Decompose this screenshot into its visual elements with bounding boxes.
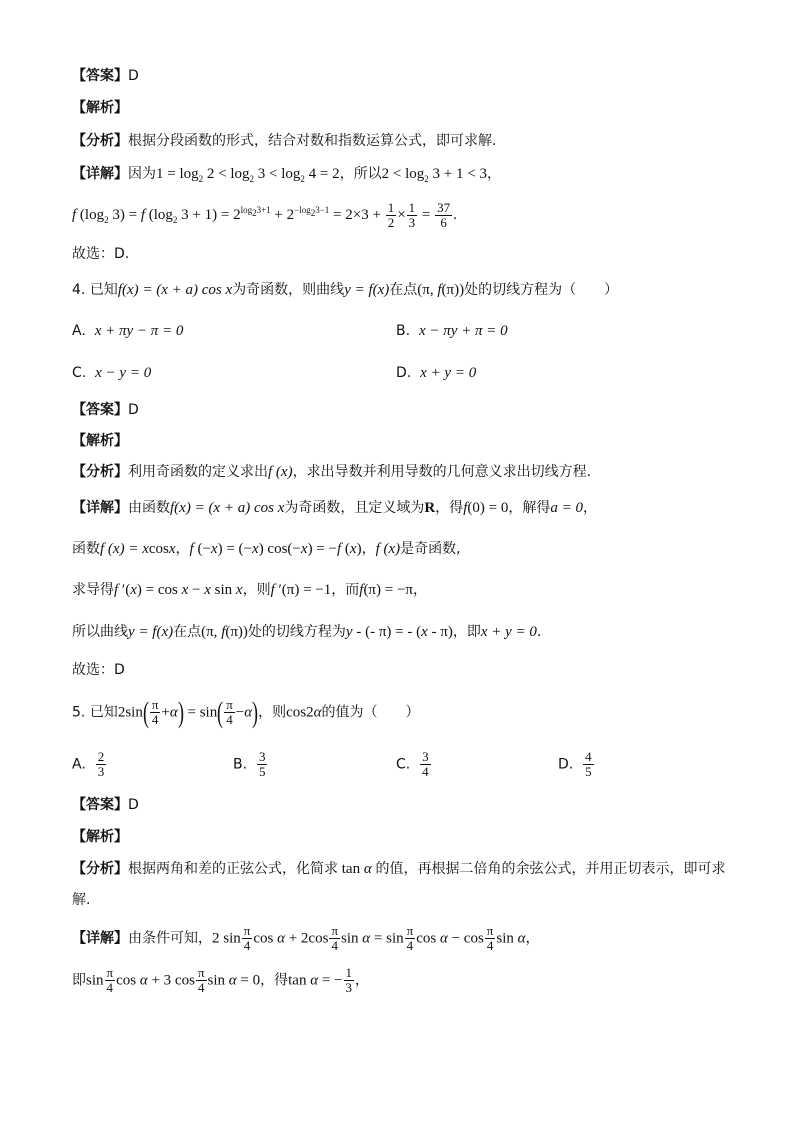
q4-detail-line-2: 函数f (x) = xcosx，f (−x) = (−x) cos(−x) = −f (x)，f (x)是奇函数, xyxy=(72,541,461,557)
q4-chosen: D xyxy=(114,662,125,678)
option-fraction: $\frac{3}{4}$ xyxy=(422,749,429,779)
q4-d2-pre: 函数 xyxy=(72,541,100,557)
detail-label: 【详解】 xyxy=(72,166,128,182)
q4-analysis-line xyxy=(72,431,128,451)
q4-d1-a0: a = 0 xyxy=(550,500,583,516)
pi-over-4: $\frac{\pi}{4}$ xyxy=(151,697,159,727)
q4-stem-mid2: 在点 xyxy=(389,282,418,298)
q3-detail-line-1: 【详解】因为$1 = \log_2 2 < \log_2 3 < \log_2 4 = 2$，所以$2 < \log_2 3 + 1 < 3$， xyxy=(72,166,501,184)
q3-detail-pre: 因为 xyxy=(128,166,156,182)
q5-answer-line xyxy=(72,795,139,815)
q4-answer: D xyxy=(128,402,139,418)
q4-answer-line xyxy=(72,400,139,420)
q4-stem xyxy=(72,280,618,300)
detail-label: 【详解】 xyxy=(72,500,128,516)
q3-frac-result: $\frac{37}{6}$ xyxy=(437,199,451,230)
q3-fenxi-line xyxy=(72,131,496,151)
option-fraction: $\frac{4}{5}$ xyxy=(585,749,592,779)
q5-stem-pre: 已知 xyxy=(89,704,118,721)
q4-d4-post: . xyxy=(536,624,542,640)
q4-d3-mid: ，则 xyxy=(242,582,271,598)
fenxi-label: 【分析】 xyxy=(72,861,128,877)
option-letter: C. xyxy=(72,365,87,381)
q3-fenxi-text: 根据分段函数的形式，结合对数和指数运算公式，即可求解. xyxy=(128,133,497,149)
q3-frac-third: $\frac{1}{3}$ xyxy=(408,199,416,230)
analysis-label: 【解析】 xyxy=(72,433,128,449)
q5-stem-post: ，则 xyxy=(258,704,287,721)
q5-fenxi-line xyxy=(72,859,725,879)
option-letter: D. xyxy=(396,365,412,381)
q3-log-inequality: $1 = \log_2 2 < \log_2 3 < \log_2 4 = 2$ xyxy=(156,166,340,184)
left-paren: ( xyxy=(217,695,224,729)
q5-equation: 2sin xyxy=(117,704,143,721)
q5-option-c[interactable] xyxy=(396,750,432,779)
q4-chosen-line xyxy=(72,660,125,680)
q4-fenxi-pre: 利用奇函数的定义求出 xyxy=(128,464,268,480)
left-paren: ( xyxy=(142,695,149,729)
q4-option-c[interactable] xyxy=(72,363,151,383)
q3-analysis-line xyxy=(72,98,128,118)
q3-detail-line-2: f ($\log_2$ 3) = f ($\log_2$ $3 + 1) = 2^{log_23+1} + 2^{-log_23-1} = 2\times 3$ + $\frac{1}{2}$ × $\frac{1}{3}$ = $\frac{37}{6}$ . xyxy=(72,199,457,230)
q5-answer: D xyxy=(128,797,139,813)
q3-chosen-line xyxy=(72,244,129,264)
q5-detail-line-1: 【详解】由条件可知，2 sin $\frac{\pi}{4}$ cos α + 2cos $\frac{\pi}{4}$ sin α = sin $\frac{\pi}{4}$ cos α − cos $\frac{\pi}{4}$ sin α， xyxy=(72,923,540,953)
pi-over-4: $\frac{\pi}{4}$ xyxy=(406,923,414,953)
q4-d2-x: x xyxy=(168,541,176,557)
q4-stem-post: 处的切线方程为（ ） xyxy=(464,282,619,298)
option-letter: B. xyxy=(396,323,411,339)
q4-function: f(x) = (x + a) cos x xyxy=(117,282,233,298)
q4-d1-mid: 为奇函数，且定义域为 xyxy=(284,500,425,516)
option-text: x + πy − π = 0 xyxy=(94,323,184,339)
q4-d1-f0: f(0) = 0 xyxy=(463,500,509,516)
q4-fenxi-post: ，求出导数并利用导数的几何意义求出切线方程. xyxy=(292,464,592,480)
option-letter: B. xyxy=(233,756,248,773)
q4-d1-mid3: ，解得 xyxy=(508,500,551,516)
q5-d1-pre: 由条件可知， xyxy=(128,930,212,947)
q4-d1-R: R xyxy=(424,500,436,516)
answer-label: 【答案】 xyxy=(72,402,128,418)
q4-d3-derivative: f ′(x) = cos x − x sin x xyxy=(114,582,243,598)
option-letter: A. xyxy=(72,323,86,339)
q4-d3-fpi: f(π) = −π xyxy=(359,582,413,598)
q5-d2-mid: ，得 xyxy=(260,972,289,989)
q5-number: 5. xyxy=(72,704,86,721)
pi-over-4: $\frac{\pi}{4}$ xyxy=(486,923,494,953)
q4-d3-mid2: ，而 xyxy=(331,582,360,598)
q5-tan: tan α xyxy=(338,861,372,877)
right-paren: ) xyxy=(252,695,259,729)
q4-d4-result: x + y = 0 xyxy=(480,624,537,640)
q5-d2-expr: sin xyxy=(86,972,104,989)
option-fraction: $\frac{2}{3}$ xyxy=(97,749,105,779)
pi-over-4: $\frac{\pi}{4}$ xyxy=(243,923,251,953)
q3-answer-line xyxy=(72,66,139,86)
option-letter: D. xyxy=(558,756,574,773)
chosen-label: 故选： xyxy=(72,662,114,678)
pi-over-4: $\frac{\pi}{4}$ xyxy=(331,923,339,953)
q4-d4-pre: 所以曲线 xyxy=(72,624,128,640)
q5-option-b[interactable] xyxy=(233,750,268,779)
q4-option-d[interactable] xyxy=(396,363,476,383)
q4-d1-pre: 由函数 xyxy=(128,500,170,516)
option-letter: C. xyxy=(396,756,411,773)
analysis-label: 【解析】 xyxy=(72,829,128,845)
q4-d4-mid2: 处的切线方程为 xyxy=(247,624,346,640)
q5-fenxi-a: 根据两角和差的正弦公式，化简求 xyxy=(128,861,338,877)
q4-d1-mid2: ，得 xyxy=(435,500,464,516)
q4-d4-mid3: ，即 xyxy=(452,624,481,640)
q4-d3-slope: f ′(π) = −1 xyxy=(270,582,332,598)
q4-point: (π, f(π)) xyxy=(417,282,465,298)
q4-fenxi-line xyxy=(72,462,591,482)
q4-d4-curve: y = f(x) xyxy=(128,624,174,640)
q3-evaluation: f ($\log_2$ 3) = f ($\log_2$ $3 + 1) = 2^{log_23+1} + 2^{-log_23-1} = 2\times 3$ + xyxy=(72,205,385,225)
q3-frac-half: $\frac{1}{2}$ xyxy=(387,199,395,230)
q5-detail-line-2: 即sin $\frac{\pi}{4}$ cos α + 3 cos $\frac{\pi}{4}$ sin α = 0，得tan α = − $\frac{1}{3}$ ， xyxy=(72,965,369,995)
q4-d3-pre: 求导得 xyxy=(72,582,114,598)
q5-cos2a: cos2α xyxy=(286,704,322,721)
q4-d1-post: ， xyxy=(582,500,597,516)
pi-over-4: $\frac{\pi}{4}$ xyxy=(106,965,114,995)
q4-curve: y = f(x) xyxy=(344,282,390,298)
detail-label: 【详解】 xyxy=(72,930,128,947)
q5-stem-post2: 的值为（ ） xyxy=(321,704,420,721)
analysis-label: 【解析】 xyxy=(72,100,128,116)
q4-d2-cos: cos xyxy=(148,541,169,557)
q5-fenxi-b: 的值，再根据二倍角的余弦公式，并用正切表示，即可求 xyxy=(375,861,726,877)
q5-option-d[interactable] xyxy=(558,750,595,779)
q4-number: 4. xyxy=(72,282,86,298)
one-third: $\frac{1}{3}$ xyxy=(345,965,352,995)
q5-d2-post: ， xyxy=(355,972,369,989)
q4-fenxi-fx: f (x) xyxy=(268,464,293,480)
q4-detail-line-3 xyxy=(72,580,427,600)
q4-d4-mid: 在点 xyxy=(173,624,202,640)
q5-d2-pre: 即 xyxy=(72,972,86,989)
right-paren: ) xyxy=(177,695,184,729)
option-letter: A. xyxy=(72,756,86,773)
q4-detail-line-1 xyxy=(72,498,597,518)
q4-d2-fminus: f (−x) = (−x) cos(−x) = −f (x) xyxy=(189,541,362,557)
q4-d2-fx2: f (x) xyxy=(375,541,401,557)
q5-stem: 5. 已知2sin( $\frac{\pi}{4}$ +α) = sin( $\frac{\pi}{4}$ −α)，则cos2α的值为（ ） xyxy=(72,695,420,729)
q4-stem-mid: 为奇函数，则曲线 xyxy=(232,282,345,298)
q4-d3-post: ， xyxy=(413,582,427,598)
q4-stem-pre: 已知 xyxy=(89,282,118,298)
q4-d2-fx: f (x) = x xyxy=(100,541,149,557)
q4-d1-function: f(x) = (x + a) cos x xyxy=(170,500,285,516)
q3-answer: D xyxy=(128,68,139,84)
answer-label: 【答案】 xyxy=(72,68,128,84)
q4-detail-line-4 xyxy=(72,622,541,642)
q4-option-b[interactable] xyxy=(396,321,508,341)
q3-log-range: $2 < \log_2 3 + 1 < 3$ xyxy=(381,166,487,184)
q5-d1-expr: 2 sin xyxy=(212,930,241,947)
option-text: x + y = 0 xyxy=(420,365,477,381)
q4-option-a[interactable] xyxy=(72,321,183,341)
q5-analysis-line xyxy=(72,827,128,847)
option-fraction: $\frac{3}{5}$ xyxy=(258,749,266,779)
q4-d2-mid: 是奇函数, xyxy=(400,541,461,557)
fenxi-label: 【分析】 xyxy=(72,464,128,480)
q3-detail-mid: ，所以 xyxy=(339,166,382,182)
q5-tan-result: tan α = − xyxy=(288,972,343,989)
q5-fenxi-line-2 xyxy=(72,890,90,910)
chosen-label: 故选： xyxy=(72,246,114,262)
option-text: x − πy + π = 0 xyxy=(418,323,508,339)
q5-option-a[interactable] xyxy=(72,750,107,779)
pi-over-4: $\frac{\pi}{4}$ xyxy=(226,697,233,727)
q3-chosen: D. xyxy=(114,246,130,262)
fenxi-label: 【分析】 xyxy=(72,133,128,149)
answer-label: 【答案】 xyxy=(72,797,128,813)
option-text: x − y = 0 xyxy=(95,365,152,381)
pi-over-4: $\frac{\pi}{4}$ xyxy=(197,965,205,995)
q4-d4-point: (π, f(π)) xyxy=(201,624,248,640)
q5-fenxi-c: 解. xyxy=(72,892,91,908)
q4-d4-tangent: y - (- π) = - (x - π) xyxy=(345,624,453,640)
